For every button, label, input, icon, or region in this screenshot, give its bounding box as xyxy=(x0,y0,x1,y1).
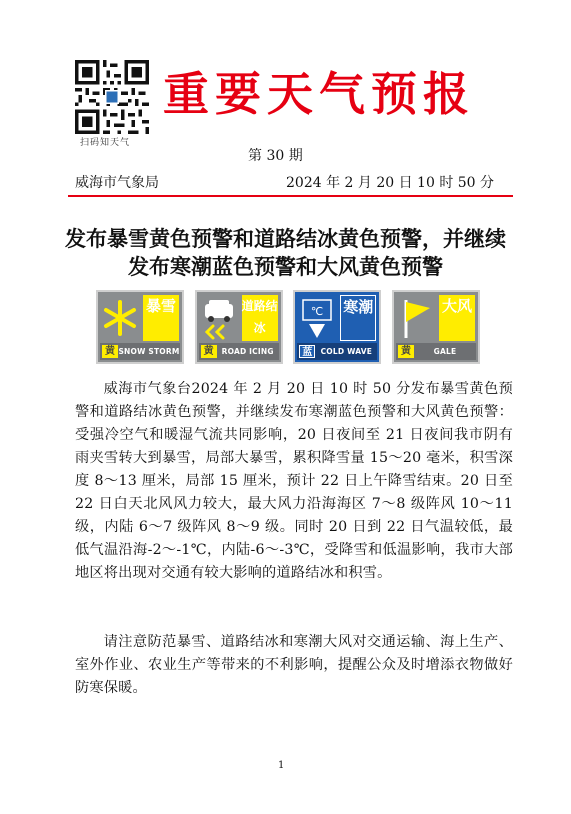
warning-bar xyxy=(297,343,377,360)
wind-flag-icon xyxy=(396,294,436,342)
warning-type-label: 道路结冰 xyxy=(242,295,278,341)
issue-number: 第 30 期 xyxy=(248,148,303,164)
page-number: 1 xyxy=(278,760,285,771)
warning-level: 蓝 xyxy=(299,345,315,358)
warning-english-label: SNOW STORM xyxy=(118,347,180,356)
warning-type-label: 大风 xyxy=(439,295,475,341)
thermometer-down-icon xyxy=(297,294,337,342)
headline-line-2: 发布寒潮蓝色预警和大风黄色预警 xyxy=(128,255,443,279)
warning-type-label: 寒潮 xyxy=(340,295,376,341)
warning-type-label: 暴雪 xyxy=(143,295,179,341)
issue-datetime: 2024 年 2 月 20 日 10 时 50 分 xyxy=(286,175,495,191)
warning-bar xyxy=(199,343,279,360)
warning-level: 黄 xyxy=(201,345,217,358)
body-paragraph-1-text: 威海市气象台2024 年 2 月 20 日 10 时 50 分发布暴雪黄色预警和道路结冰黄色预警，并继续发布寒潮蓝色预警和大风黄色预警：受强冷空气和暖湿气流共同影响，20 日夜间至 21 日夜间我市阴有雨夹雪转大到暴雪，局部大暴雪，累积降雪量 15～20 毫米，积雪深度 8～13 厘米，局部 15 厘米，预计 22 日上午降雪结束。20 日至 22 日白天北风风力较大，最大风力沿海海区 7～8 级阵风 10～11 级，内陆 6～7 级阵风 8～9 级。同时 20 日到 22 日气温较低，最低气温沿海-2～-1℃，内陆-6～-3℃，受降雪和低温影响，我市大部地区将出现对交通有较大影响的道路结冰和积雪。 xyxy=(75,381,513,581)
warning-bar xyxy=(396,343,476,360)
warning-english-label: ROAD ICING xyxy=(221,347,274,356)
masthead-title: 重要天气预报 xyxy=(163,67,475,121)
body-paragraph-1 xyxy=(75,378,513,585)
warning-badge-road-icing xyxy=(195,290,283,364)
qr-caption: 扫码知天气 xyxy=(80,138,131,148)
warning-badge-snow-storm xyxy=(96,290,184,364)
warning-badge-cold-wave xyxy=(293,290,381,364)
warning-level: 黄 xyxy=(102,345,118,358)
headline-line-1: 发布暴雪黄色预警和道路结冰黄色预警，并继续 xyxy=(65,227,506,251)
qr-code xyxy=(73,60,151,134)
warning-english-label: COLD WAVE xyxy=(320,347,373,356)
warning-bar xyxy=(100,343,180,360)
warning-level: 黄 xyxy=(398,345,414,358)
snowflake-icon xyxy=(100,294,140,342)
headline xyxy=(40,225,531,281)
body-paragraph-2-text: 请注意防范暴雪、道路结冰和寒潮大风对交通运输、海上生产、室外作业、农业生产等带来的不利影响，提醒公众及时增添衣物做好防寒保暖。 xyxy=(75,634,513,696)
header-divider xyxy=(68,195,513,197)
warning-badge-gale xyxy=(392,290,480,364)
car-skid-icon xyxy=(199,294,239,342)
svg-text:℃: ℃ xyxy=(311,305,324,318)
body-paragraph-2 xyxy=(75,631,513,700)
issuing-agency: 威海市气象局 xyxy=(75,175,159,191)
warning-english-label: GALE xyxy=(433,347,457,356)
warning-icons xyxy=(96,290,480,364)
